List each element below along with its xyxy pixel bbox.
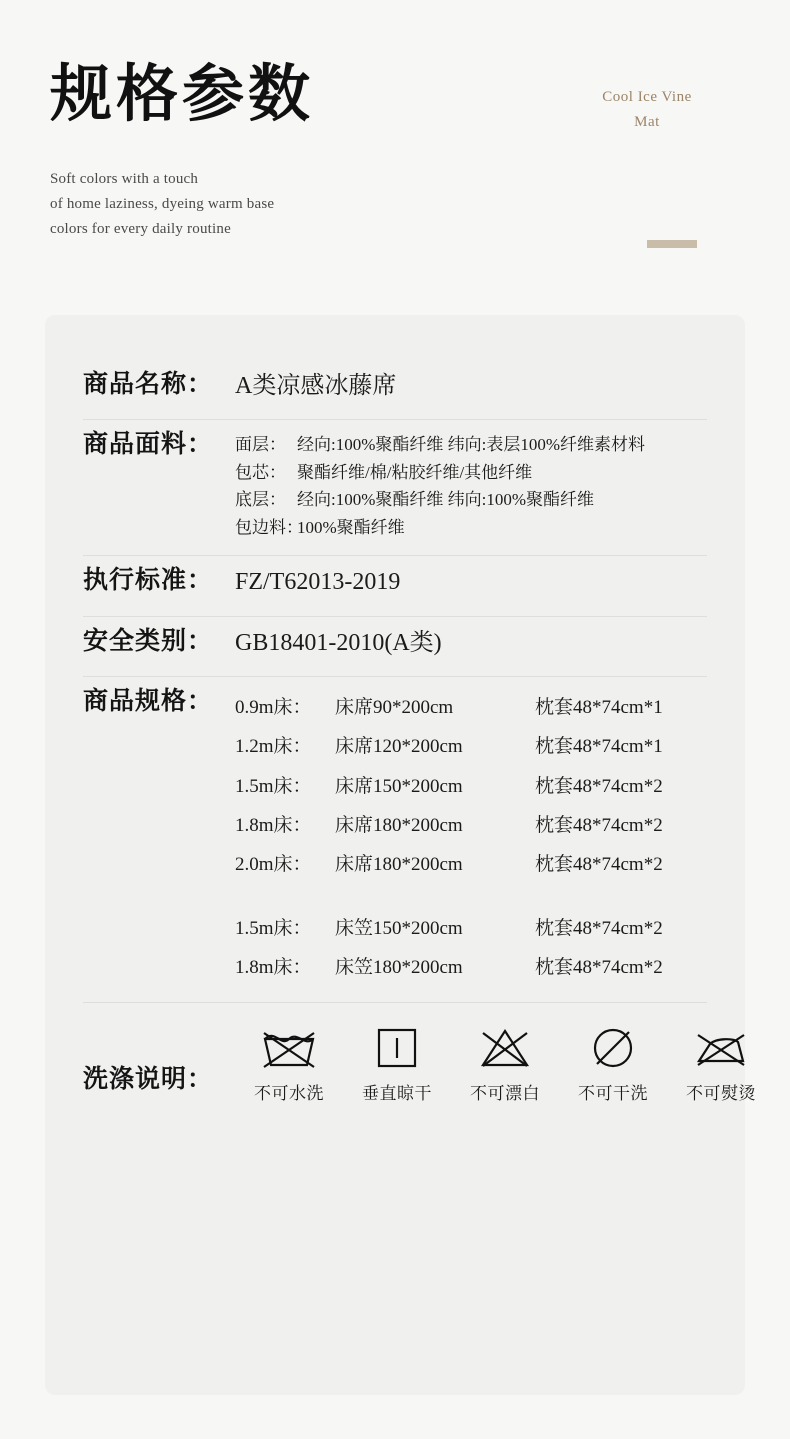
fabric-value: 聚酯纤维/棉/粘胶纤维/其他纤维 [297,462,533,482]
no-dry-clean-icon [589,1025,637,1071]
size-bed: 1.5m床： [235,775,312,797]
size-mat: 床席150*200cm [335,775,463,797]
fabric-key: 包芯： [235,462,286,482]
table-row [235,909,707,948]
table-row [235,845,707,884]
wash-care-row [83,1003,756,1104]
page-title: 规格参数 [50,61,315,129]
size-pillow: 枕套48*74cm*2 [535,957,663,979]
spec-value-sizes [235,683,707,988]
spec-label-wash: 洗涤说明： [83,1066,214,1094]
fabric-line [235,514,707,542]
wash-item-drip-dry [343,1025,451,1104]
fabric-value: 经向:100%聚酯纤维 纬向:100%聚酯纤维 [297,490,595,510]
table-row [235,767,707,806]
fabric-line [235,431,707,459]
table-spacer-row [235,885,707,909]
spec-label-sizes: 商品规格： [83,687,214,715]
brand-name [572,85,722,135]
subtitle-line-1: Soft colors with a touch [50,171,199,188]
brand-line-1: Cool Ice Vine [602,89,692,105]
spec-row-standard [83,556,707,616]
no-bleach-icon [479,1025,531,1071]
subtitle-line-3: colors for every daily routine [50,220,231,237]
wash-caption: 垂直晾干 [362,1083,432,1103]
table-row [235,948,707,987]
brand-line-2: Mat [634,113,660,130]
table-row [235,688,707,727]
size-table [235,688,707,988]
size-bed: 1.8m床： [235,957,312,979]
spec-card [45,315,756,1395]
spec-row-name [83,360,707,420]
fabric-line [235,459,707,487]
wash-item-no-bleach [451,1025,559,1104]
fabric-key: 包边料： [235,517,303,537]
size-pillow: 枕套48*74cm*2 [535,917,663,939]
table-row [235,806,707,845]
spec-row-fabric [83,420,707,556]
size-pillow: 枕套48*74cm*1 [535,736,663,758]
no-iron-icon [694,1025,748,1071]
page-subtitle [50,167,740,241]
size-mat: 床席120*200cm [335,736,463,758]
size-pillow: 枕套48*74cm*1 [535,696,663,718]
size-mat: 床席180*200cm [335,815,463,836]
fabric-key: 底层： [235,490,286,510]
size-bed: 2.0m床： [235,854,312,876]
spec-value-name: A类凉感冰藤席 [235,373,397,399]
spec-label-standard: 执行标准： [83,567,214,595]
fabric-value: 经向:100%聚酯纤维 纬向:表层100%纤维素材料 [297,435,646,455]
fabric-value: 100%聚酯纤维 [297,517,405,537]
accent-bar [647,240,697,248]
wash-icon-group [235,1025,781,1104]
table-row [235,727,707,766]
page-header [0,0,790,242]
spec-label-name: 商品名称： [83,371,214,398]
no-wash-icon [261,1025,317,1071]
size-mat: 床席180*200cm [335,854,463,876]
wash-caption: 不可干洗 [578,1083,648,1103]
fabric-key: 面层： [235,435,286,455]
drip-dry-vertical-icon [374,1025,420,1071]
spec-row-sizes [83,677,707,1003]
wash-caption: 不可漂白 [470,1083,540,1103]
size-bed: 1.8m床： [235,815,312,836]
size-bed: 1.5m床： [235,917,312,939]
size-pillow: 枕套48*74cm*2 [535,815,663,836]
size-pillow: 枕套48*74cm*2 [535,775,663,797]
spec-label-fabric: 商品面料： [83,431,214,459]
wash-caption: 不可熨烫 [686,1083,756,1103]
wash-caption: 不可水洗 [254,1083,324,1103]
fabric-line [235,486,707,514]
size-bed: 0.9m床： [235,696,312,718]
spec-value-fabric [235,426,707,541]
spec-value-standard: FZ/T62013-2019 [235,569,401,596]
size-mat: 床笠150*200cm [335,917,463,939]
spec-row-safety [83,617,707,677]
wash-item-no-dry-clean [559,1025,667,1104]
size-mat: 床席90*200cm [335,696,454,718]
wash-item-no-iron [667,1025,775,1104]
subtitle-line-2: of home laziness, dyeing warm base [50,196,275,213]
size-pillow: 枕套48*74cm*2 [535,854,663,876]
spec-value-safety: GB18401-2010(A类) [235,629,442,656]
spec-label-safety: 安全类别： [83,627,214,655]
size-mat: 床笠180*200cm [335,957,463,979]
size-bed: 1.2m床： [235,736,312,758]
wash-item-no-wash [235,1025,343,1104]
